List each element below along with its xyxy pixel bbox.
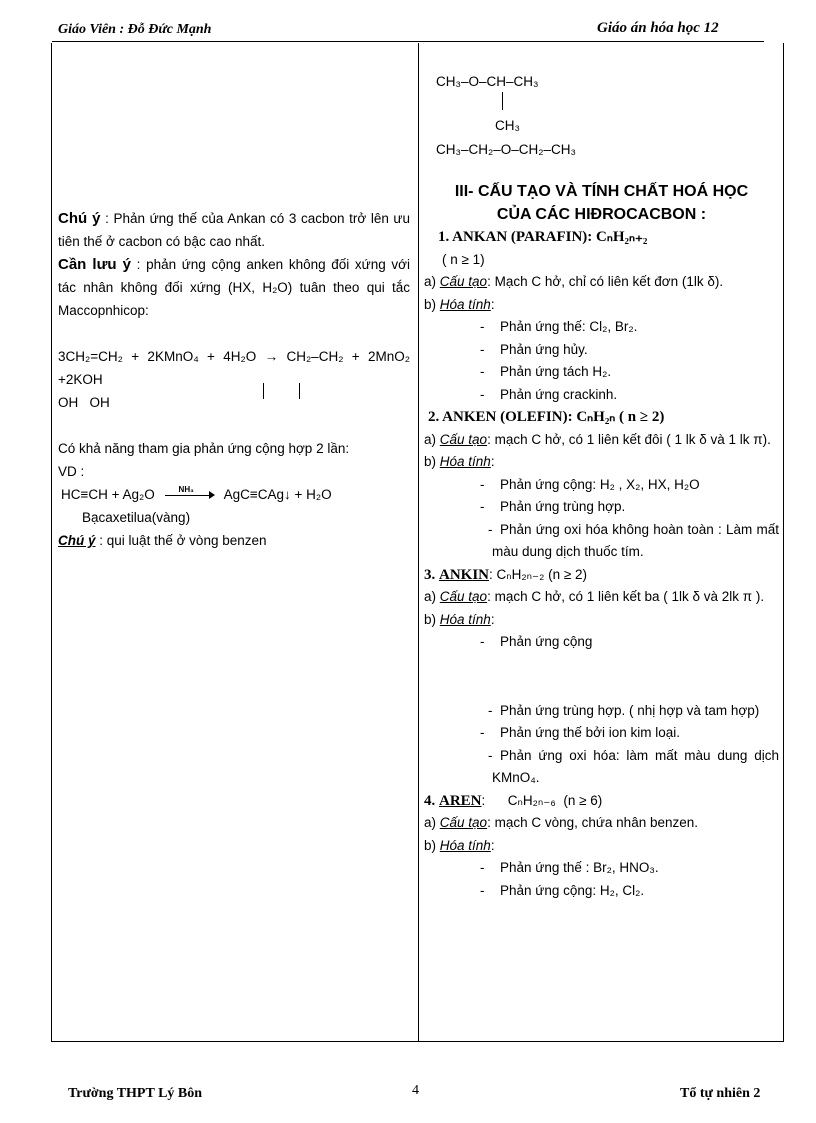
alkane-property: - Phản ứng thế: Cl₂, Br₂. [424, 316, 779, 339]
double-addition-text: Có khả năng tham gia phản ứng cộng hợp 2 lần: [58, 441, 350, 456]
bond-line [502, 92, 503, 110]
note-label: Cần lưu ý [58, 256, 132, 273]
alkane-n-range: ( n ≥ 1) [442, 251, 485, 267]
alkene-property: - Phản ứng cộng: H₂ , X₂, HX, H₂O [424, 474, 779, 497]
alkane-property: - Phản ứng crackinh. [424, 384, 779, 407]
teacher-name: Giáo Viên : Đỗ Đức Mạnh [58, 22, 212, 37]
arene-property: - Phản ứng cộng: H₂, Cl₂. [424, 880, 779, 903]
alkane-structure: a) Cấu tạo: Mạch C hở, chỉ có liên kết đơn (1lk δ). [424, 274, 724, 289]
formula-branch: CH₃ [495, 118, 520, 133]
alkyne-heading: 3. ANKIN: CₙH₂ₙ₋₂ (n ≥ 2) [424, 566, 588, 583]
group-name: Tổ tự nhiên 2 [680, 1086, 761, 1101]
arene-properties-label: b) Hóa tính: [424, 837, 495, 853]
alkane-property: - Phản ứng hủy. [424, 339, 779, 362]
right-column [424, 180, 779, 902]
reaction-hydroxyl: OH OH [58, 395, 110, 410]
alkene-property: - Phản ứng oxi hóa không hoàn toàn : Làm mất màu dung dịch thuốc tím. [424, 519, 779, 564]
alkene-property: - Phản ứng trùng hợp. [424, 496, 779, 519]
alkane-property: - Phản ứng tách H₂. [424, 361, 779, 384]
reaction-arrow [165, 485, 215, 502]
arene-structure: a) Cấu tạo: mạch C vòng, chứa nhân benzen. [424, 815, 698, 830]
left-column [58, 207, 410, 552]
school-name: Trường THPT Lý Bôn [68, 1086, 203, 1101]
example-label: VD : [58, 464, 85, 479]
formula-diethyl-ether: CH₃–CH₂–O–CH₂–CH₃ [436, 142, 577, 157]
header-rule [52, 41, 764, 42]
section-title: CỦA CÁC HIĐROCACBON : [496, 206, 707, 223]
course-title: Giáo án hóa học 12 [597, 20, 719, 36]
reaction-silver-acetylide: HC≡CH + Ag₂O NH₃ AgC≡CAg↓ + H₂O [58, 483, 410, 506]
note-benzene: Chú ý : qui luật thế ở vòng benzen [58, 533, 267, 548]
product-name: Bạcaxetilua(vàng) [82, 510, 191, 525]
note-markovnikov: Cần lưu ý : phản ứng cộng anken không đối xứng với tác nhân không đối xứng (HX, H₂O) tuân theo qui tắc Maccopnhicop: [58, 256, 410, 318]
alkyne-properties-label: b) Hóa tính: [424, 611, 495, 627]
bond-line [299, 383, 300, 399]
alkyne-property: - Phản ứng cộng [424, 631, 779, 654]
alkene-heading: 2. ANKEN (OLEFIN): CₙH₂ₙ ( n ≥ 2) [428, 409, 665, 425]
note-label: Chú ý [58, 533, 96, 548]
alkyne-property: - Phản ứng thế bởi ion kim loại. [424, 722, 779, 745]
alkene-structure: a) Cấu tạo: mạch C hở, có 1 liên kết đôi ( 1 lk δ và 1 lk π). [424, 431, 771, 447]
catalyst-label: NH₃ [178, 485, 194, 495]
arene-property: - Phản ứng thế : Br₂, HNO₃. [424, 857, 779, 880]
alkyne-structure: a) Cấu tạo: mạch C hở, có 1 liên kết ba ( 1lk δ và 2lk π ). [424, 589, 765, 604]
page-number: 4 [412, 1083, 419, 1098]
alkane-heading: 1. ANKAN (PARAFIN): CₙH₂ₙ₊₂ [438, 229, 648, 245]
formula-isopropyl-methyl-ether: CH₃–O–CH–CH₃ [436, 74, 539, 89]
alkyne-property: - Phản ứng trùng hợp. ( nhị hợp và tam hợp) [424, 700, 779, 723]
note-label: Chú ý [58, 210, 101, 227]
arene-heading: 4. AREN: CₙH₂ₙ₋₆ (n ≥ 6) [424, 792, 603, 809]
alkyne-property: - Phản ứng oxi hóa: làm mất màu dung dịch KMnO₄. [424, 745, 779, 790]
alkene-properties-label: b) Hóa tính: [424, 454, 495, 469]
section-title: III- CẤU TẠO VÀ TÍNH CHẤT HOÁ HỌC [454, 183, 749, 200]
alkane-properties-label: b) Hóa tính: [424, 296, 495, 312]
reaction-kmno4: 3CH₂=CH₂ + 2KMnO₄ + 4H₂O → CH₂–CH₂ + 2MnO₂ +2KOH [58, 349, 410, 387]
note-alkane-substitution: Chú ý : Phản ứng thế của Ankan có 3 cacbon trở lên ưu tiên thế ở cacbon có bậc cao nhất. [58, 210, 410, 249]
bond-line [263, 383, 264, 399]
column-divider [418, 43, 419, 1042]
